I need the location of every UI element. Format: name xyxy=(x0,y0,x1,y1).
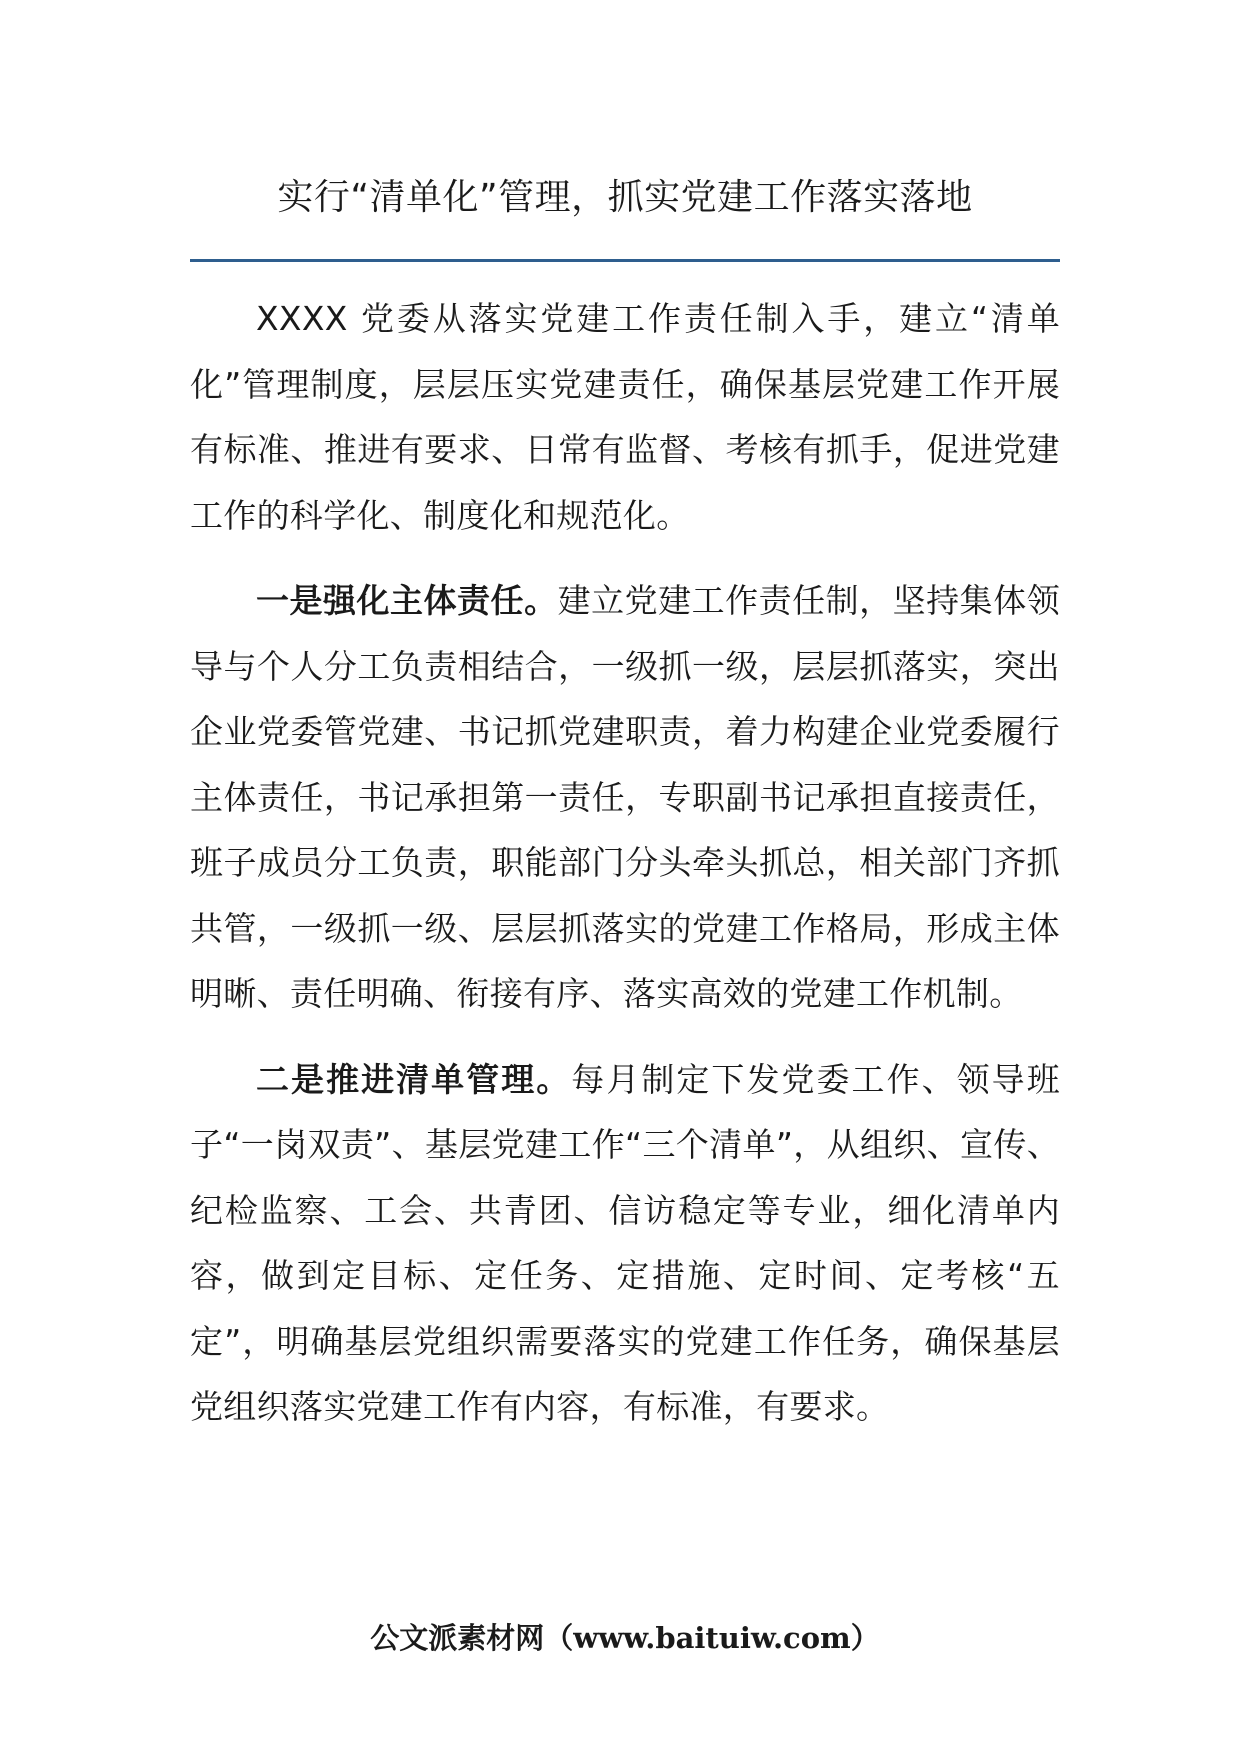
section-text-2: 每月制定下发党委工作、领导班子“一岗双责”、基层党建工作“三个清单”，从组织、宣传、纪检监察、工会、共青团、信访稳定等专业，细化清单内容，做到定目标、定任务、定措施、定时间、定考核“五定”，明确基层党组织需要落实的党建工作任务，确保基层党组织落实党建工作有内容，有标准，有要求。 xyxy=(190,1059,1061,1426)
section-paragraph-1 xyxy=(190,568,1060,1027)
section-heading-2: 二是推进清单管理。 xyxy=(256,1059,572,1099)
source-footer: 公文派素材网（www.baituiw.com） xyxy=(370,1621,880,1655)
document-title: 实行“清单化”管理，抓实党建工作落实落地 xyxy=(277,177,973,218)
section-text-1: 建立党建工作责任制，坚持集体领导与个人分工负责相结合，一级抓一级，层层抓落实，突出企业党委管党建、书记抓党建职责，着力构建企业党委履行主体责任，书记承担第一责任，专职副书记承担直接责任，班子成员分工负责，职能部门分头牵头抓总，相关部门齐抓共管，一级抓一级、层层抓落实的党建工作格局，形成主体明晰、责任明确、衔接有序、落实高效的党建工作机制。 xyxy=(190,581,1060,1013)
section-heading-1: 一是强化主体责任。 xyxy=(256,581,558,620)
title-divider xyxy=(190,259,1060,262)
intro-paragraph: XXXX 党委从落实党建工作责任制入手，建立“清单化”管理制度，层层压实党建责任，确保基层党建工作开展有标准、推进有要求、日常有监督、考核有抓手，促进党建工作的科学化、制度化和规范化。 xyxy=(190,299,1060,535)
document-body xyxy=(190,286,1060,1460)
section-paragraph-2 xyxy=(190,1047,1060,1440)
